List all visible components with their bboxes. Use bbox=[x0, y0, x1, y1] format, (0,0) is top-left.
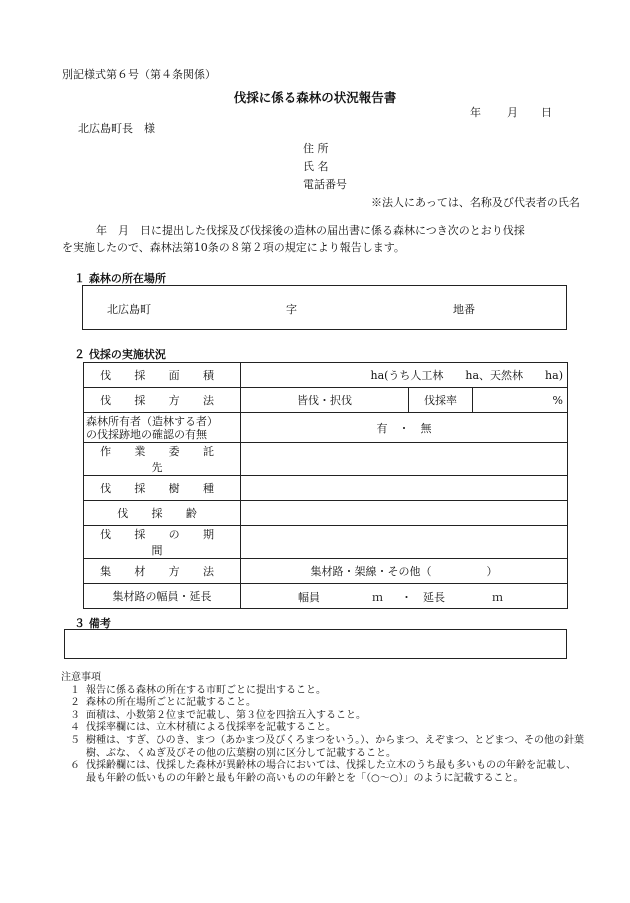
table-row bbox=[84, 476, 568, 501]
age-value bbox=[241, 501, 568, 526]
list-item bbox=[64, 722, 584, 735]
list-item bbox=[64, 710, 584, 723]
document-title: 伐採に係る森林の状況報告書 bbox=[233, 90, 397, 105]
location-box bbox=[82, 285, 567, 330]
road-length-unit: ｍ bbox=[492, 591, 503, 604]
owner-check-value: 有 ・ 無 bbox=[241, 413, 568, 443]
species-value bbox=[241, 476, 568, 501]
table-row bbox=[84, 559, 568, 584]
list-item bbox=[64, 735, 584, 760]
note-text: 面積は、小数第２位まで記載し、第３位を四捨五入すること。 bbox=[86, 709, 366, 721]
period-label: 伐 採 の 期 間 bbox=[84, 526, 241, 559]
table-row bbox=[84, 413, 568, 443]
road-width-label: 幅員 bbox=[298, 591, 320, 604]
table-row bbox=[84, 443, 568, 476]
intro-line-2: を実施したので、森林法第10条の８第２項の規定により報告します。 bbox=[62, 241, 405, 254]
phone-label: 電話番号 bbox=[303, 178, 347, 191]
road-length-label: 延長 bbox=[423, 591, 445, 604]
list-item bbox=[64, 685, 584, 698]
rate-unit: % bbox=[473, 388, 568, 413]
road-value bbox=[241, 584, 568, 609]
contractor-label: 作 業 委 託 先 bbox=[84, 443, 241, 476]
note-text: 樹種は、すぎ、ひのき、まつ（あかまつ及びくろまつをいう。）、からまつ、えぞまつ、とどまつ、その他の針葉樹、ぶな、くぬぎ及びその他の広葉樹の別に区分して記載すること。 bbox=[86, 734, 584, 759]
contractor-value bbox=[241, 443, 568, 476]
yarding-value: 集材路・架線・その他（ ） bbox=[241, 559, 568, 584]
yarding-label: 集 材 方 法 bbox=[84, 559, 241, 584]
notes-heading: 注意事項 bbox=[61, 672, 101, 683]
table-row bbox=[84, 526, 568, 559]
owner-check-label bbox=[84, 413, 241, 443]
species-label: 伐 採 樹 種 bbox=[84, 476, 241, 501]
note-number: ２ bbox=[70, 697, 80, 709]
road-separator: ・ bbox=[401, 591, 412, 604]
list-item bbox=[64, 760, 584, 785]
address-label: 住 所 bbox=[303, 142, 329, 155]
method-value: 皆伐・択伐 bbox=[241, 388, 409, 413]
table-row bbox=[84, 501, 568, 526]
area-label: 伐 採 面 積 bbox=[84, 363, 241, 388]
table-row bbox=[84, 363, 568, 388]
location-town: 北広島町 bbox=[107, 303, 151, 316]
table-row bbox=[84, 584, 568, 609]
section2-heading: ２ 伐採の実施状況 bbox=[74, 348, 166, 361]
intro-line-1: 年 月 日に提出した伐採及び伐採後の造林の届出書に係る森林につき次のとおり伐採 bbox=[96, 224, 525, 237]
age-label: 伐 採 齢 bbox=[84, 501, 241, 526]
form-label: 別記様式第６号（第４条関係） bbox=[62, 68, 216, 81]
addressee: 北広島町長 様 bbox=[78, 122, 155, 135]
notes-list bbox=[64, 685, 584, 786]
notes-section bbox=[61, 672, 584, 785]
date-year: 年 bbox=[470, 106, 481, 119]
road-label: 集材路の幅員・延長 bbox=[84, 584, 241, 609]
table-row bbox=[84, 388, 568, 413]
corporation-note: ※法人にあっては、名称及び代表者の氏名 bbox=[371, 196, 580, 209]
note-number: ５ bbox=[70, 734, 80, 746]
note-number: ３ bbox=[70, 709, 80, 721]
note-number: ４ bbox=[70, 722, 80, 734]
note-text: 報告に係る森林の所在する市町ごとに提出すること。 bbox=[86, 684, 326, 696]
note-text: 森林の所在場所ごとに記載すること。 bbox=[86, 697, 256, 709]
note-text: 伐採齢欄には、伐採した森林が異齢林の場合においては、伐採した立木のうち最も多いものの年齢を記載し、最も年齢の低いものの年齢と最も年齢の高いものの年齢とを「（○～○）」のように記載すること。 bbox=[86, 760, 576, 784]
note-number: １ bbox=[70, 684, 80, 696]
remarks-box bbox=[64, 629, 567, 659]
method-label: 伐 採 方 法 bbox=[84, 388, 241, 413]
date-day: 日 bbox=[541, 106, 552, 119]
owner-check-label-line2: の伐採跡地の確認の有無 bbox=[86, 427, 207, 441]
date-month: 月 bbox=[507, 106, 518, 119]
rate-label: 伐採率 bbox=[409, 388, 473, 413]
name-label: 氏 名 bbox=[303, 160, 329, 173]
section3-heading: ３ 備考 bbox=[74, 617, 111, 630]
note-number: ６ bbox=[70, 760, 80, 772]
note-text: 伐採率欄には、立木材積による伐採率を記載すること。 bbox=[86, 722, 336, 734]
harvest-table bbox=[83, 362, 568, 609]
location-aza: 字 bbox=[286, 303, 297, 316]
owner-check-label-line1: 森林所有者（造林する者） bbox=[86, 414, 218, 428]
section1-heading: １ 森林の所在場所 bbox=[74, 272, 166, 285]
location-chiban: 地番 bbox=[453, 303, 475, 316]
period-value bbox=[241, 526, 568, 559]
road-width-unit: ｍ bbox=[372, 591, 383, 604]
area-value: ha(うち人工林 ha、天然林 ha) bbox=[241, 363, 568, 388]
list-item bbox=[64, 697, 584, 710]
